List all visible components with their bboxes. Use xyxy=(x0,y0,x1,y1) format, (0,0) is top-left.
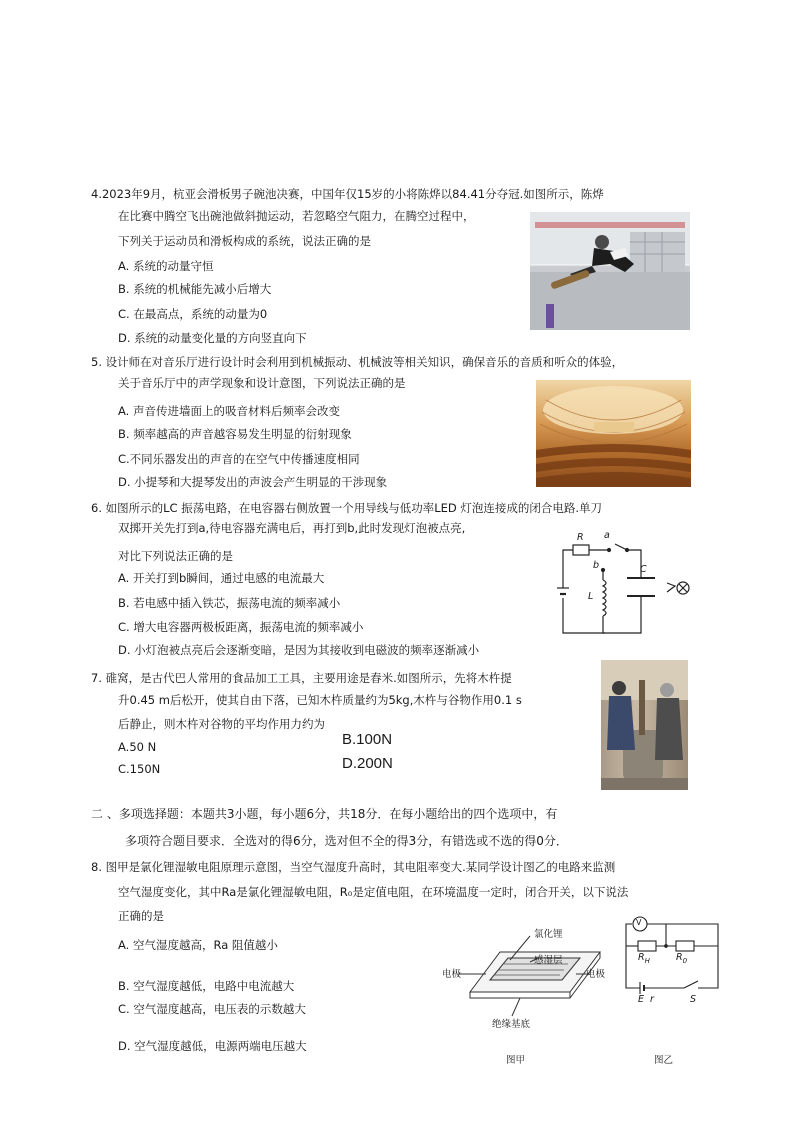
switch-label: S xyxy=(690,994,697,1005)
q8-option-d: D. 空气湿度越低，电源两端电压越大 xyxy=(118,1039,307,1053)
q5-option-b: B. 频率越高的声音越容易发生明显的衍射现象 xyxy=(118,427,352,441)
q8-option-a: A. 空气湿度越高，Ra 阻值越小 xyxy=(118,938,278,952)
q5-option-c: C.不同乐器发出的声音的在空气中传播速度相同 xyxy=(118,452,360,466)
r0-label: $R_0$ xyxy=(676,952,688,965)
label-substrate: 绝缘基底 xyxy=(492,1019,531,1030)
q6-option-a: A. 开关打到b瞬间，通过电感的电流最大 xyxy=(118,571,325,585)
voltmeter-label: V xyxy=(636,918,642,927)
label-licl: 氯化锂 xyxy=(534,929,563,940)
q8-option-c: C. 空气湿度越高，电压表的示数越大 xyxy=(118,1002,306,1016)
q5-stem-line-1: 5. 设计师在对音乐厅进行设计时会利用到机械振动、机械波等相关知识，确保音乐的音质和听众的体验， xyxy=(91,355,624,369)
circuit-label-c: C xyxy=(640,564,647,575)
label-electrode-left: 电极 xyxy=(442,969,462,980)
q6-option-b: B. 若电感中插入铁芯，振荡电流的频率减小 xyxy=(118,596,341,610)
q7-option-d: D.200N xyxy=(342,755,393,772)
q5-stem-line-2: 关于音乐厅中的声学现象和设计意图，下列说法正确的是 xyxy=(118,376,406,390)
circuit-label-r: R xyxy=(577,532,584,543)
q6-stem-line-1: 6. 如图所示的LC 振荡电路，在电容器右侧放置一个用导线与低功率LED 灯泡连接成的闭合电路.单刀 xyxy=(91,501,603,515)
label-electrode-right: 电极 xyxy=(586,969,606,980)
q4-stem-line-2: 在比赛中腾空飞出碗池做斜抛运动，若忽略空气阻力，在腾空过程中， xyxy=(118,209,475,223)
q6-stem-line-2: 双掷开关先打到a,待电容器充满电后，再打到b,此时发现灯泡被点亮, xyxy=(118,521,466,535)
q7-option-b: B.100N xyxy=(342,731,393,748)
emf-label: E xyxy=(638,994,645,1005)
q8-stem-line-2: 空气湿度变化，其中Ra是氯化锂湿敏电阻，R₀是定值电阻，在环境温度一定时，闭合开关，以下说法 xyxy=(118,885,629,899)
q4-option-c: C. 在最高点，系统的动量为0 xyxy=(118,307,268,321)
q8-stem-line-1: 8. 图甲是氯化锂湿敏电阻原理示意图，当空气湿度升高时，其电阻率变大.某同学设计图乙的电路来监测 xyxy=(91,860,616,874)
section2-heading-line-2: 多项符合题目要求．全选对的得6分，选对但不全的得3分，有错选或不选的得0分． xyxy=(125,834,568,848)
concert-hall-photo xyxy=(536,380,691,487)
q8-option-b: B. 空气湿度越低，电路中电流越大 xyxy=(118,979,295,993)
rh-label: $R_H$ xyxy=(638,952,650,965)
q6-option-d: D. 小灯泡被点亮后会逐渐变暗，是因为其接收到电磁波的频率逐渐减小 xyxy=(118,643,480,657)
skateboarder-photo xyxy=(530,212,690,330)
circuit-label-a: a xyxy=(604,530,610,541)
q7-stem-line-2: 升0.45 m后松开，使其自由下落，已知木杵质量约为5kg,木杵与谷物作用0.1 s xyxy=(118,693,522,707)
q7-option-a: A.50 N xyxy=(118,740,157,754)
q7-stem-line-1: 7. 碓窝，是古代巴人常用的食品加工工具，主要用途是舂米.如图所示，先将木杵提 xyxy=(91,671,512,685)
stone-mortar-photo xyxy=(601,660,688,790)
section2-heading-line-1: 二 、多项选择题：本题共3小题，每小题6分，共18分．在每小题给出的四个选项中，有 xyxy=(91,807,558,821)
circuit-label-b: b xyxy=(593,560,600,571)
q4-option-b: B. 系统的机械能先减小后增大 xyxy=(118,282,272,296)
q4-stem-line-1: 4.2023年9月，杭亚会滑板男子碗池决赛，中国年仅15岁的小将陈烨以84.41分夺冠.如图所示，陈烨 xyxy=(91,187,604,201)
q5-option-d: D. 小提琴和大提琴发出的声波会产生明显的干涉现象 xyxy=(118,475,388,489)
q6-option-c: C. 增大电容器两极板距离，振荡电流的频率减小 xyxy=(118,620,364,634)
label-sensing-layer: 感湿层 xyxy=(534,955,563,966)
q4-option-d: D. 系统的动量变化量的方向竖直向下 xyxy=(118,331,307,345)
q5-option-a: A. 声音传进墙面上的吸音材料后频率会改变 xyxy=(118,404,340,418)
q4-stem-line-3: 下列关于运动员和滑板构成的系统，说法正确的是 xyxy=(118,234,371,248)
humidity-sensor-diagram xyxy=(440,920,610,1070)
figure-jia-caption: 图甲 xyxy=(506,1055,526,1066)
figure-yi-caption: 图乙 xyxy=(654,1055,674,1066)
q7-stem-line-3: 后静止，则木杵对谷物的平均作用力约为 xyxy=(118,717,325,731)
internal-resistance-label: r xyxy=(650,994,654,1005)
q7-option-c: C.150N xyxy=(118,762,161,776)
q8-stem-line-3: 正确的是 xyxy=(118,909,164,923)
lc-circuit-diagram xyxy=(555,528,700,640)
humidity-circuit-diagram xyxy=(618,912,730,1070)
circuit-label-l: L xyxy=(588,591,594,602)
q4-option-a: A. 系统的动量守恒 xyxy=(118,259,214,273)
q6-stem-line-3: 对比下列说法正确的是 xyxy=(118,549,233,563)
